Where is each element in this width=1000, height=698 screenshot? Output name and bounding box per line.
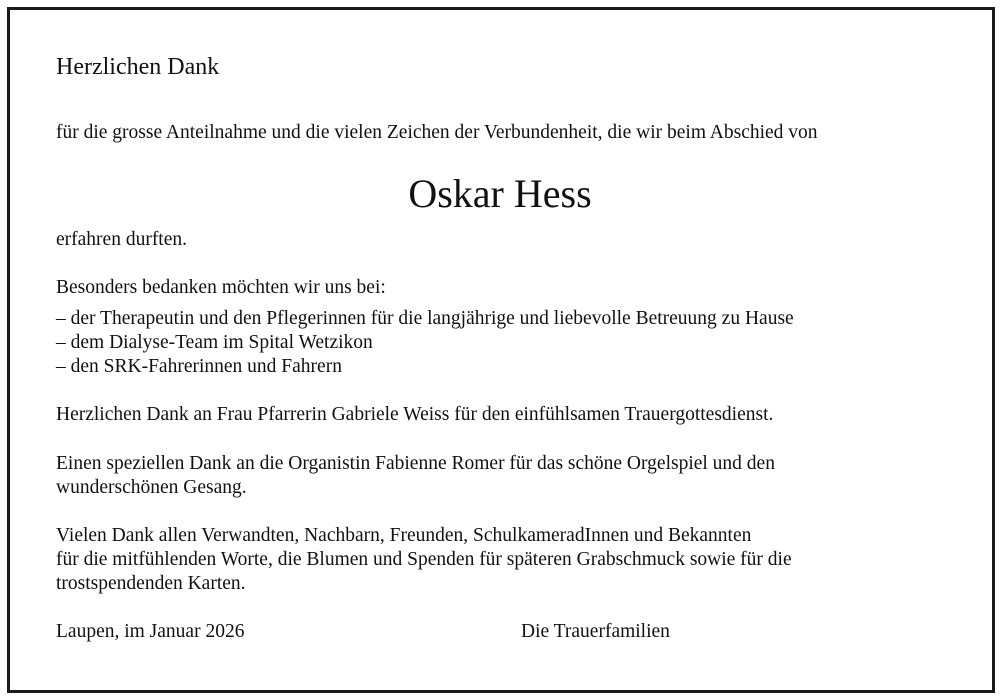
organist-thanks-line: wunderschönen Gesang.: [56, 477, 247, 498]
list-item: – dem Dialyse-Team im Spital Wetzikon: [56, 332, 373, 353]
general-thanks-line: für die mitfühlenden Worte, die Blumen und Spenden für späteren Grabschmuck sowie für die: [56, 549, 792, 570]
pastor-thanks: Herzlichen Dank an Frau Pfarrerin Gabriele Weiss für den einfühlsamen Trauergottesdienst.: [56, 404, 774, 425]
notice-heading: Herzlichen Dank: [56, 54, 220, 80]
special-thanks-intro: Besonders bedanken möchten wir uns bei:: [56, 277, 386, 298]
general-thanks-line: Vielen Dank allen Verwandten, Nachbarn, Freunden, SchulkameradInnen und Bekannten: [56, 525, 752, 546]
list-item: – der Therapeutin und den Pflegerinnen für die langjährige und liebevolle Betreuung zu Hause: [56, 308, 794, 329]
signature: Die Trauerfamilien: [521, 621, 670, 642]
list-item: – den SRK-Fahrerinnen und Fahrern: [56, 356, 342, 377]
general-thanks-line: trostspendenden Karten.: [56, 573, 246, 594]
intro-end-text: erfahren durften.: [56, 229, 188, 250]
organist-thanks-line: Einen speziellen Dank an die Organistin Fabienne Romer für das schöne Orgelspiel und den: [56, 453, 775, 474]
deceased-name: Oskar Hess: [408, 171, 592, 216]
place-date: Laupen, im Januar 2026: [56, 621, 245, 642]
intro-text: für die grosse Anteilnahme und die vielen Zeichen der Verbundenheit, die wir beim Abschied von: [56, 122, 818, 143]
